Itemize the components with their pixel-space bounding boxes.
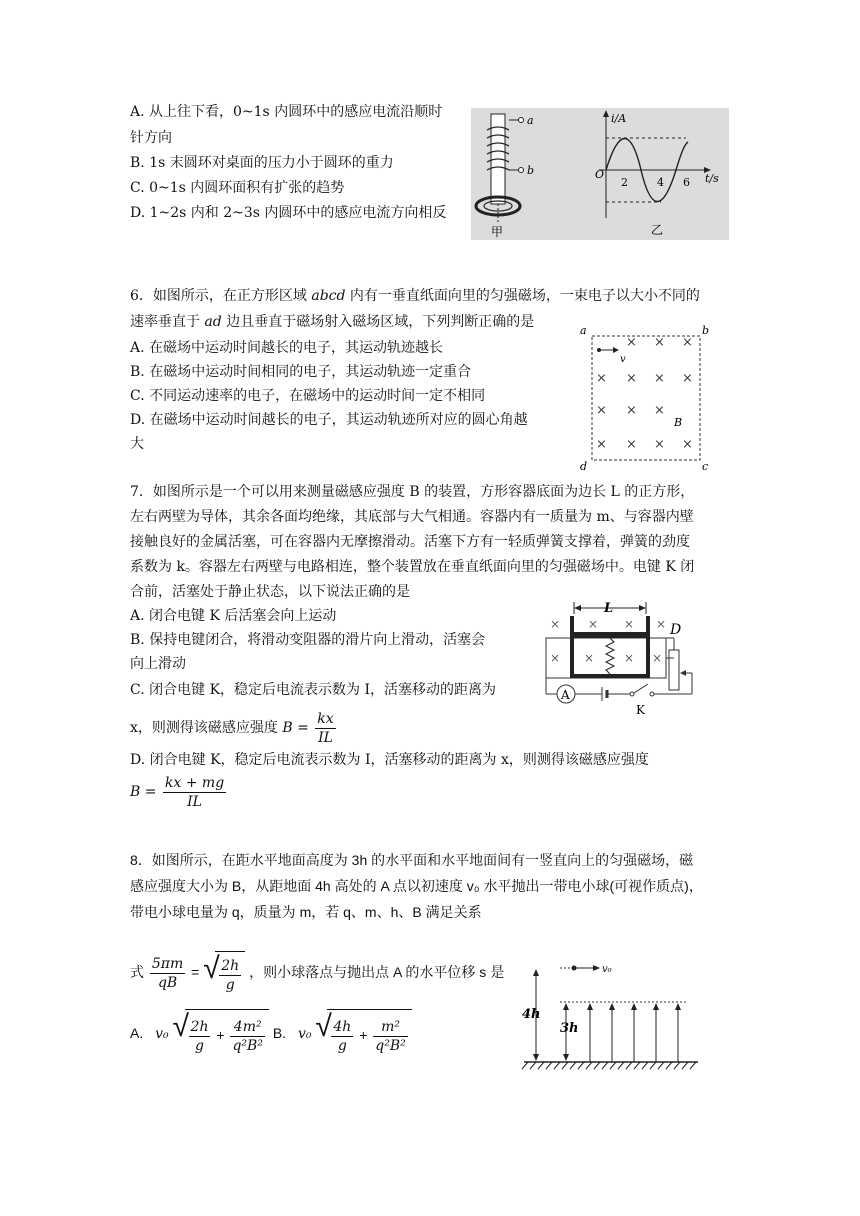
- field-cross: ×: [596, 371, 607, 386]
- field-cross: ×: [682, 335, 693, 350]
- tick-2: 2: [621, 176, 628, 189]
- q7-stem-line1: 7．如图所示是一个可以用来测量磁感应强度 B 的装置，方形容器底面为边长 L 的正方形，: [130, 484, 695, 500]
- q8-figure: [518, 962, 700, 1072]
- q6-option-b: B. 在磁场中运动时间相同的电子，其运动轨迹一定重合: [130, 364, 472, 380]
- hatch-mark: [626, 1062, 632, 1069]
- field-cross: ×: [584, 651, 595, 665]
- hatch-mark: [674, 1062, 680, 1069]
- field-cross: ×: [596, 437, 607, 452]
- q5-option-d: D. 1~2s 内和 2~3s 内圆环中的感应电流方向相反: [130, 205, 447, 221]
- q7-option-c: C. 闭合电键 K，稳定后电流表示数为 I，活塞移动的距离为: [130, 682, 497, 698]
- formula-c-frac: $\frac{kx}{IL}$: [317, 710, 334, 746]
- q7-stem-line3: 接触良好的金属活塞，可在容器内无摩擦滑动。活塞下方有一轻质弹簧支撑着，弹簧的劲度: [130, 534, 690, 550]
- field-arrow: [631, 1003, 637, 1010]
- q5-figure: [471, 108, 729, 240]
- field-cross: ×: [654, 335, 665, 350]
- height-3h: 3h: [560, 1021, 579, 1036]
- rheostat-D: D: [670, 622, 682, 638]
- label-yi: 乙: [651, 223, 664, 237]
- q7-stem-line5: 合前，活塞处于静止状态，以下说法正确的是: [130, 584, 410, 600]
- hatch-mark: [570, 1062, 576, 1069]
- q8-options: [130, 1008, 412, 1060]
- q8-condition: 式 $\frac{5\pi m}{qB}$ = √ $\frac{2h}{g}$ ，则小球落点与抛出点 A 的水平位移 s 是: [130, 950, 504, 996]
- hatch-mark: [634, 1062, 640, 1069]
- hatch-mark: [650, 1062, 656, 1069]
- hatch-mark: [602, 1062, 608, 1069]
- hatch-mark: [610, 1062, 616, 1069]
- q7-option-a: A. 闭合电键 K 后活塞会向上运动: [130, 608, 337, 624]
- corner-b: b: [702, 324, 710, 337]
- corner-a: a: [580, 324, 587, 337]
- hatch-mark: [594, 1062, 600, 1069]
- formula-d-frac: $\frac{kx + mg}{IL}$: [164, 774, 225, 810]
- corner-c: c: [702, 460, 709, 470]
- field-cross: ×: [626, 437, 637, 452]
- v0-label: v₀: [602, 964, 612, 975]
- hatch-mark: [586, 1062, 592, 1069]
- hatch-mark: [642, 1062, 648, 1069]
- field-cross: ×: [626, 335, 637, 350]
- q6-option-c: C. 不同运动速率的电子，在磁场中的运动时间一定不相同: [130, 388, 486, 404]
- hatch-mark: [554, 1062, 560, 1069]
- q5-option-b: B. 1s 末圆环对桌面的压力小于圆环的重力: [130, 155, 394, 171]
- hatch-mark: [578, 1062, 584, 1069]
- field-cross: ×: [656, 617, 667, 631]
- q7-option-c-cont: x，则测得该磁感应强度 B = $\frac{kx}{IL}$: [130, 710, 334, 746]
- q6-stem-line2: 速率垂直于 ad 边且垂直于磁场射入磁场区域，下列判断正确的是: [130, 314, 535, 330]
- q8-option-b: B. v₀ √ $\frac{4h}{g}$ + $\frac{\text{m²}}{\text{q²B²}}$: [273, 1025, 412, 1041]
- hatch-mark: [690, 1062, 696, 1069]
- label-a: a: [527, 114, 534, 127]
- ground-hatch: [522, 1062, 696, 1069]
- field-cross: ×: [596, 403, 607, 418]
- field-cross: ×: [682, 437, 693, 452]
- hatch-mark: [658, 1062, 664, 1069]
- field-crosses: [596, 335, 693, 452]
- field-cross: ×: [654, 371, 665, 386]
- field-label: B: [674, 416, 683, 429]
- hatch-mark: [562, 1062, 568, 1069]
- q7-option-d: D. 闭合电键 K，稳定后电流表示数为 I，活塞移动的距离为 x，则测得该磁感应强度: [130, 752, 649, 768]
- field-arrow: [653, 1003, 659, 1010]
- label-jia: 甲: [491, 225, 504, 239]
- field-cross: ×: [550, 651, 561, 665]
- field-cross: ×: [550, 617, 561, 631]
- q8-stem-line3: 带电小球电量为 q，质量为 m，若 q、m、h、B 满足关系: [130, 904, 482, 920]
- q6-option-d: D. 在磁场中运动时间越长的电子，其运动轨迹所对应的圆心角越: [130, 412, 528, 428]
- q5-option-a-cont: 针方向: [130, 130, 172, 146]
- q6-stem-line1: 6．如图所示，在正方形区域 abcd 内有一垂直纸面向里的匀强磁场，一束电子以大小不同的: [130, 288, 700, 304]
- q6-option-a: A. 在磁场中运动时间越长的电子，其运动轨迹越长: [130, 340, 444, 356]
- corner-d: d: [580, 460, 588, 470]
- field-cross: ×: [654, 403, 665, 418]
- field-cross: ×: [624, 617, 635, 631]
- field-arrow: [609, 1003, 615, 1010]
- field-cross: ×: [682, 371, 693, 386]
- tick-6: 6: [683, 176, 690, 189]
- q8-stem-line1: 8．如图所示，在距水平地面高度为 3h 的水平面和水平地面间有一竖直向上的匀强磁场，磁: [130, 852, 694, 868]
- q6-figure: [572, 320, 722, 470]
- hatch-mark: [666, 1062, 672, 1069]
- field-lines: [587, 1003, 681, 1062]
- graph-xlabel: t/s: [705, 172, 719, 185]
- graph-ylabel: i/A: [611, 112, 627, 125]
- q5-option-a: A. 从上往下看，0~1s 内圆环中的感应电流沿顺时: [130, 104, 443, 120]
- q6-option-d-cont: 大: [130, 436, 144, 452]
- q7-figure: [540, 598, 704, 722]
- q8-stem-line2: 感应强度大小为 B，从距地面 4h 高处的 A 点以初速度 v₀ 水平抛出一带电小球(可视作质点)，: [130, 878, 703, 894]
- q7-stem-line4: 系数为 k。容器左右两壁与电路相连，整个装置放在垂直纸面向里的匀强磁场中。电键 K 闭: [130, 559, 695, 575]
- q7-formula-d: B = $\frac{kx + mg}{IL}$: [130, 774, 225, 810]
- q7-stem-line2: 左右两壁为导体，其余各面均绝缘，其底部与大气相通。容器内有一质量为 m、与容器内壁: [130, 509, 694, 525]
- field-cross: ×: [652, 651, 663, 665]
- dim-L: L: [604, 601, 614, 616]
- hatch-mark: [538, 1062, 544, 1069]
- q7-option-b-cont: 向上滑动: [130, 656, 186, 672]
- hatch-mark: [618, 1062, 624, 1069]
- q7-option-b: B. 保持电键闭合，将滑动变阻器的滑片向上滑动，活塞会: [130, 632, 486, 648]
- graph-origin: O: [595, 168, 605, 181]
- tick-4: 4: [657, 176, 664, 189]
- q5-option-c: C. 0~1s 内圆环面积有扩张的趋势: [130, 180, 345, 196]
- field-cross: ×: [588, 617, 599, 631]
- height-4h: 4h: [522, 1007, 541, 1022]
- field-cross: ×: [626, 371, 637, 386]
- label-b: b: [527, 164, 535, 177]
- field-cross: ×: [624, 651, 635, 665]
- ammeter-A: A: [561, 688, 570, 702]
- hatch-mark: [530, 1062, 536, 1069]
- field-cross: ×: [626, 403, 637, 418]
- velocity-label: v: [620, 354, 626, 365]
- hatch-mark: [546, 1062, 552, 1069]
- field-cross: ×: [654, 437, 665, 452]
- switch-K: K: [636, 703, 645, 717]
- q8-option-a: A. v₀ √ $\frac{2h}{g}$ + $\frac{\text{4m²}}{\text{q²B²}}$: [130, 1025, 273, 1041]
- hatch-mark: [522, 1062, 528, 1069]
- field-arrow: [587, 1003, 593, 1010]
- hatch-mark: [682, 1062, 688, 1069]
- field-arrow: [675, 1003, 681, 1010]
